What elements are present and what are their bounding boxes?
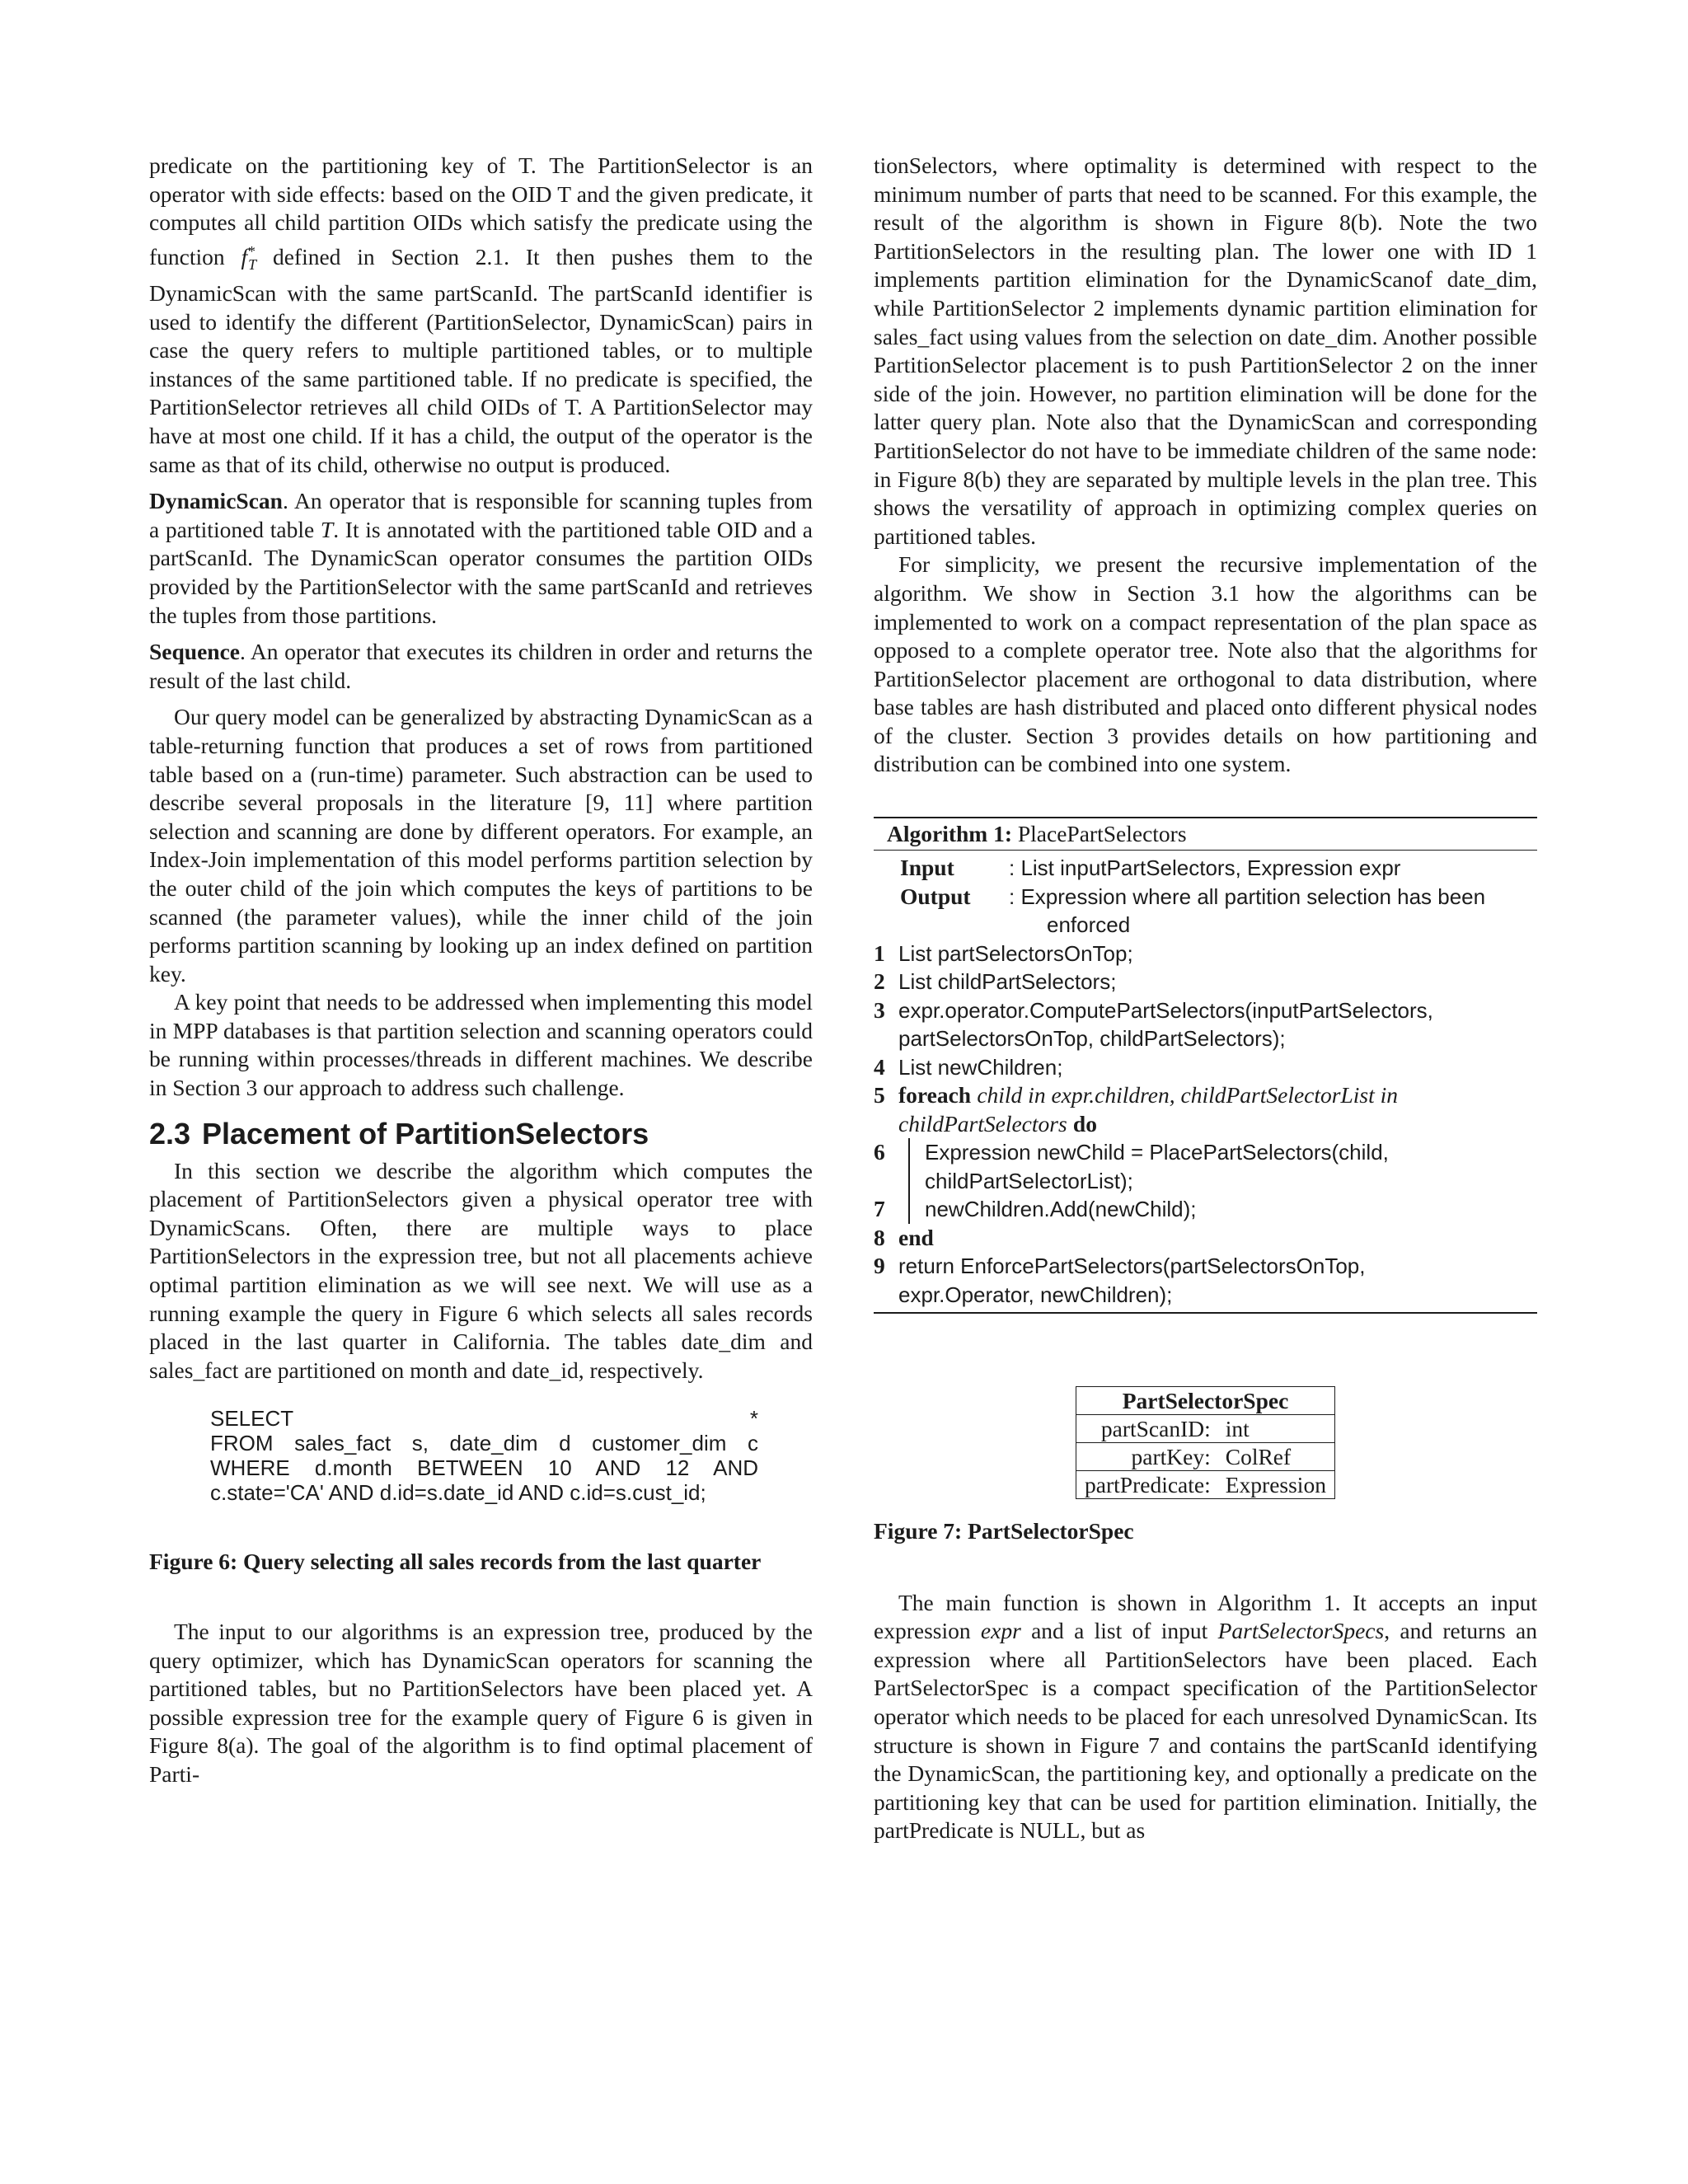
sql-line: FROM sales_fact s, date_dim d customer_dim c	[210, 1431, 758, 1456]
algorithm-title: Algorithm 1: PlacePartSelectors	[874, 818, 1537, 851]
section-heading-2-3: 2.3 Placement of PartitionSelectors	[149, 1116, 649, 1151]
term-sequence: Sequence	[149, 639, 240, 665]
partselectorspec-table	[1076, 1386, 1335, 1499]
table-row: partKey: ColRef	[1076, 1443, 1335, 1471]
paragraph-section-intro: In this section we describe the algorithm which computes the placement of PartitionSelectors given a physical operator tree with DynamicScans. Often, there are multiple ways to place PartitionSelectors in the expression tree, but not all placements achieve optimal partition elimination as we will see next. We will use as a running example the query in Figure 6 which selects all sales records placed in the last quarter in California. The tables date_dim and sales_fact are partitioned on month and date_id, respectively.	[149, 1157, 813, 1383]
paragraph-key-point: A key point that needs to be addressed when implementing this model in MPP databases is that partition selection and scanning operators could be running within processes/threads in different machines. We describe in Section 3 our approach to address such challenge.	[149, 989, 813, 1101]
paragraph-dynamicscan: DynamicScan. An operator that is responsible for scanning tuples from a partitioned table T. It is annotated with the partitioned table OID and a partScanId. The DynamicScan operator consumes the partition OIDs provided by the PartitionSelector with the same partScanId and retrieves the tuples from those partitions.	[149, 488, 814, 628]
algorithm-line-6: 6 Expression newChild = PlacePartSelectors(child, childPartSelectorList);	[874, 1138, 1537, 1195]
paragraph-main-function: The main function is shown in Algorithm 1. It accepts an input expression expr and a list of input PartSelectorSpecs, and returns an expression where all PartitionSelectors have been placed. Each PartSelectorSpec is a compact specification of the PartitionSelector operator which needs to be placed for each unresolved DynamicScan. Its structure is shown in Figure 7 and contains the partScanId identifying the DynamicScan, the partitioning key, and optionally a predicate on the partitioning key that can be used for partition elimination. Initially, the partPredicate is NULL, but as	[874, 1589, 1537, 1844]
algorithm-line-3: 3 expr.operator.ComputePartSelectors(inputPartSelectors, partSelectorsOnTop, childPartSelectors);	[874, 996, 1433, 1052]
figure-7-caption: Figure 7: PartSelectorSpec	[874, 1518, 1134, 1544]
sql-line: SELECT *	[210, 1406, 758, 1432]
paragraph-sequence: Sequence. An operator that executes its children in order and returns the result of the last child.	[149, 639, 813, 693]
algorithm-line-7: 7 newChildren.Add(newChild);	[874, 1195, 1537, 1224]
algorithm-1-box	[874, 817, 1537, 1314]
paragraph-optimality: tionSelectors, where optimality is determined with respect to the minimum number of parts that need to be scanned. For this example, the result of the algorithm is shown in Figure 8(b). Note the two PartitionSelectors in the resulting plan. The lower one with ID 1 implements partition elimination for the DynamicScanof date_dim, while PartitionSelector 2 implements dynamic partition elimination for sales_fact using values from the selection on date_dim. Another possible PartitionSelector placement is to push PartitionSelector 2 on the inner side of the join. However, no partition elimination will be done for the latter query plan. Note also that the DynamicScan and corresponding PartitionSelector do not have to be immediate children of the same node: in Figure 8(b) they are separated by multiple levels in the plan tree. This shows the versatility of approach in optimizing complex queries on partitioned tables.	[874, 152, 1537, 549]
partselectorspec-figure	[874, 1386, 1537, 1499]
figure-6-caption: Figure 6: Query selecting all sales records from the last quarter	[149, 1549, 762, 1575]
term-dynamicscan: DynamicScan	[149, 488, 283, 514]
algorithm-body	[874, 851, 1537, 1312]
algorithm-line-5: 5 foreach child in expr.children, childPartSelectorList in childPartSelectors do	[874, 1082, 1399, 1137]
table-row: partPredicate: Expression	[1076, 1471, 1335, 1499]
function-f-star-t: $f^*_T$	[241, 242, 257, 274]
paragraph-simplicity: For simplicity, we present the recursive implementation of the algorithm. We show in Section 3.1 how the algorithms can be implemented to work on a compact representation of the plan space as opposed to a complete operator tree. Note also that the algorithms for PartitionSelector placement are orthogonal to data distribution, where base tables are hash distributed and placed onto different physical nodes of the cluster. Section 3 provides details on how partitioning and distribution can be combined into one system.	[874, 551, 1537, 777]
algorithm-line-2: 2 List childPartSelectors;	[874, 968, 1117, 995]
sql-query-block	[210, 1406, 758, 1505]
left-column	[149, 152, 813, 1789]
spec-table-title: PartSelectorSpec	[1076, 1387, 1335, 1415]
sql-line: WHERE d.month BETWEEN 10 AND 12 AND	[210, 1455, 758, 1481]
paragraph-query-model: Our query model can be generalized by abstracting DynamicScan as a table-returning function that produces a set of rows from partitioned table based on a (run-time) parameter. Such abstraction can be used to describe several proposals in the literature [9, 11] where partition selection and scanning are done by different operators. For example, an Index-Join implementation of this model performs partition selection by the outer child of the join which computes the keys of partitions to be scanned (the parameter values), while the inner child of the join performs partition scanning by looking up an index defined on partition key.	[149, 704, 813, 987]
table-row: partScanID: int	[1076, 1415, 1335, 1443]
right-column	[874, 152, 1537, 1845]
algorithm-line-4: 4 List newChildren;	[874, 1053, 1063, 1080]
algorithm-line-8: 8 end	[874, 1224, 934, 1250]
paragraph-input-description: The input to our algorithms is an expression tree, produced by the query optimizer, which has DynamicScan operators for scanning the partitioned tables, but no PartitionSelectors have been placed yet. A possible expression tree for the example query of Figure 6 is given in Figure 8(a). The goal of the algorithm is to find optimal placement of Parti-	[149, 1619, 813, 1787]
algorithm-line-1: 1 List partSelectorsOnTop;	[874, 940, 1133, 966]
algorithm-output: Output : Expression where all partition selection has been enforced	[900, 883, 1486, 938]
algorithm-line-9: 9 return EnforcePartSelectors(partSelectorsOnTop, expr.Operator, newChildren);	[874, 1253, 1366, 1307]
algorithm-input: Input : List inputPartSelectors, Expression expr	[900, 855, 1401, 881]
sql-line: c.state='CA' AND d.id=s.date_id AND c.id=s.cust_id;	[210, 1480, 706, 1506]
paragraph-partition-selector-cont: predicate on the partitioning key of T. The PartitionSelector is an operator with side effects: based on the OID T and the given predicate, it computes all child partition OIDs which satisfy the predicate using the function $f^*_T$ defined in Section 2.1. It then pushes them to the DynamicScan with the same partScanId. The partScanId identifier is used to identify the different (PartitionSelector, DynamicScan) pairs in case the query refers to multiple partitioned tables, or to multiple instances of the same partitioned table. If no predicate is specified, the PartitionSelector retrieves all child OIDs of T. A PartitionSelector may have at most one child. If it has a child, the output of the operator is the same as that of its child, otherwise no output is produced.	[149, 152, 813, 477]
